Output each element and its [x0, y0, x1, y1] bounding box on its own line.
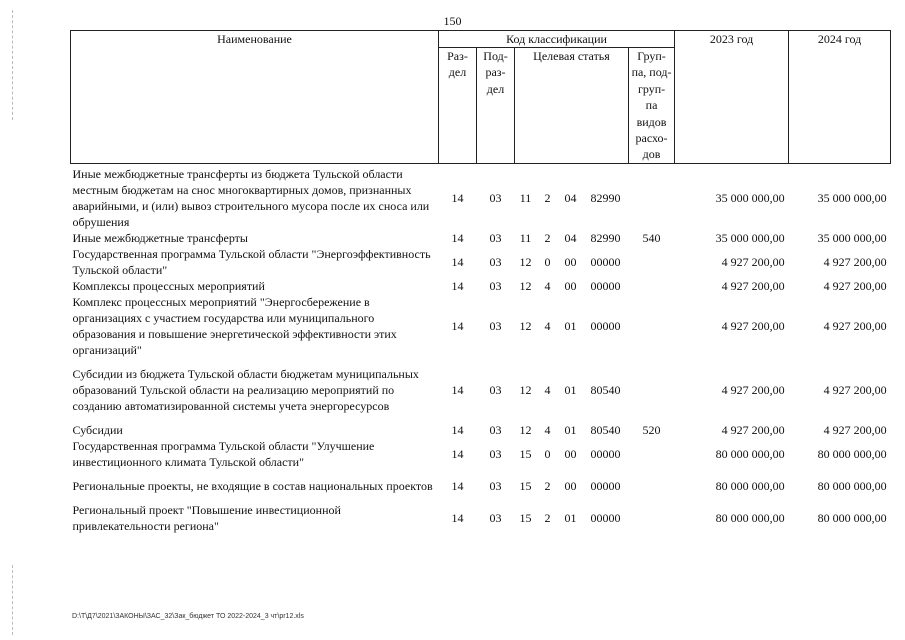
row-target-direction: 00000 [590, 279, 621, 293]
margin-mark-bottom [12, 565, 15, 635]
row-amount-2024: 80 000 000,00 [817, 479, 887, 493]
row-target-direction: 80540 [590, 383, 621, 397]
row-razdel: 14 [451, 191, 464, 205]
row-target-program: 12 [519, 279, 532, 293]
row-target-program: 15 [519, 479, 532, 493]
row-target-direction: 82990 [590, 231, 621, 245]
row-target-subprogram: 00 [564, 255, 577, 269]
row-target-subprogram: 01 [564, 319, 577, 333]
row-target-program: 12 [519, 319, 532, 333]
row-target-program: 11 [519, 191, 532, 205]
row-amount-2023: 4 927 200,00 [721, 423, 785, 437]
page-number: 150 [443, 14, 462, 28]
table-row [71, 246, 891, 278]
row-target-direction: 00000 [590, 447, 621, 461]
row-amount-2024: 35 000 000,00 [817, 191, 887, 205]
table-row [71, 470, 891, 502]
row-amount-2023: 4 927 200,00 [721, 319, 785, 333]
row-name: Региональные проекты, не входящие в состав национальных проектов [72, 479, 433, 493]
row-name: Государственная программа Тульской области "Энергоэффективность Тульской области" [72, 247, 431, 277]
row-amount-2024: 80 000 000,00 [817, 511, 887, 525]
row-amount-2023: 80 000 000,00 [715, 511, 785, 525]
row-name: Иные межбюджетные трансферты [72, 231, 248, 245]
row-target-subprogram: 01 [564, 423, 577, 437]
table-row [71, 438, 891, 470]
row-target-type: 2 [544, 479, 551, 493]
row-name: Комплексы процессных мероприятий [72, 279, 265, 293]
row-podrazdel: 03 [489, 479, 502, 493]
row-podrazdel: 03 [489, 383, 502, 397]
row-expense-group [629, 502, 675, 534]
row-name: Государственная программа Тульской области "Улучшение инвестиционного климата Тульской области" [72, 439, 375, 469]
table-row [71, 278, 891, 294]
row-expense-group [629, 164, 675, 231]
row-target-type: 0 [544, 447, 551, 461]
header-group-text: Груп- па, под- груп- па видов расхо- дов [631, 49, 672, 162]
row-razdel: 14 [451, 231, 464, 245]
row-target-subprogram: 00 [564, 479, 577, 493]
row-amount-2023: 80 000 000,00 [715, 447, 785, 461]
row-podrazdel: 03 [489, 279, 502, 293]
row-target-direction: 80540 [590, 423, 621, 437]
row-expense-group [629, 470, 675, 502]
row-target-subprogram: 00 [564, 279, 577, 293]
row-podrazdel: 03 [489, 511, 502, 525]
row-amount-2024: 35 000 000,00 [817, 231, 887, 245]
table-row [71, 358, 891, 422]
row-razdel: 14 [451, 255, 464, 269]
row-razdel: 14 [451, 447, 464, 461]
row-target-program: 12 [519, 255, 532, 269]
row-target-type: 2 [544, 231, 551, 245]
row-amount-2024: 4 927 200,00 [823, 319, 887, 333]
row-target-program: 11 [519, 231, 532, 245]
header-razdel-text: Раз- дел [447, 49, 468, 80]
row-amount-2024: 4 927 200,00 [823, 279, 887, 293]
budget-table [70, 30, 891, 534]
row-target-type: 2 [544, 511, 551, 525]
row-name: Комплекс процессных мероприятий "Энергосбережение в организациях с участием государства или муниципального образования и повышение энергетической эффективности этих организаций" [72, 295, 397, 357]
row-target-program: 15 [519, 447, 532, 461]
row-target-direction: 82990 [590, 191, 621, 205]
row-razdel: 14 [451, 279, 464, 293]
row-expense-group [629, 358, 675, 422]
row-target-direction: 00000 [590, 479, 621, 493]
table-row [71, 422, 891, 438]
row-target-subprogram: 01 [564, 511, 577, 525]
row-amount-2024: 80 000 000,00 [817, 447, 887, 461]
row-target-type: 4 [544, 383, 551, 397]
row-target-type: 4 [544, 423, 551, 437]
header-code-group: Код классификации [439, 31, 675, 48]
row-podrazdel: 03 [489, 423, 502, 437]
row-amount-2024: 4 927 200,00 [823, 255, 887, 269]
row-target-subprogram: 01 [564, 383, 577, 397]
row-target-subprogram: 04 [564, 231, 577, 245]
row-podrazdel: 03 [489, 191, 502, 205]
table-row [71, 502, 891, 534]
row-name: Региональный проект "Повышение инвестиционной привлекательности региона" [72, 503, 341, 533]
table-row [71, 164, 891, 231]
row-expense-group [629, 294, 675, 358]
footer-file-path: D:\Т\Д7\2021\ЗАКОНЫ\ЗАС_32\Зак_бюджет ТО 2022-2024_3 чт\pr12.xls [72, 613, 304, 620]
row-target-type: 0 [544, 255, 551, 269]
row-podrazdel: 03 [489, 231, 502, 245]
table-row [71, 230, 891, 246]
row-amount-2024: 4 927 200,00 [823, 423, 887, 437]
row-target-direction: 00000 [590, 319, 621, 333]
row-target-type: 4 [544, 319, 551, 333]
row-razdel: 14 [451, 479, 464, 493]
row-expense-group: 520 [642, 423, 661, 437]
row-target-direction: 00000 [590, 511, 621, 525]
header-year-2023: 2023 год [675, 31, 789, 164]
row-name: Субсидии из бюджета Тульской области бюджетам муниципальных образований Тульской области на реализацию мероприятий по созданию автоматизированной системы учета энергоресурсов [72, 367, 419, 413]
row-amount-2023: 4 927 200,00 [721, 383, 785, 397]
row-name: Субсидии [72, 423, 123, 437]
row-expense-group [629, 278, 675, 294]
row-expense-group [629, 438, 675, 470]
row-target-type: 2 [544, 191, 551, 205]
header-group [629, 48, 675, 164]
header-name: Наименование [71, 31, 439, 164]
table-row [71, 294, 891, 358]
row-podrazdel: 03 [489, 319, 502, 333]
row-target-program: 15 [519, 511, 532, 525]
row-name: Иные межбюджетные трансферты из бюджета Тульской области местным бюджетам на снос многоквартирных домов, признанных аварийными, и (или) вывоз строительного мусора после их сноса или обрушения [72, 167, 430, 229]
header-year-2024: 2024 год [789, 31, 891, 164]
row-target-direction: 00000 [590, 255, 621, 269]
row-target-subprogram: 00 [564, 447, 577, 461]
table-body [71, 164, 891, 535]
row-target-type: 4 [544, 279, 551, 293]
header-podrazdel-text: Под- раз- дел [483, 49, 508, 96]
row-amount-2023: 4 927 200,00 [721, 279, 785, 293]
row-razdel: 14 [451, 383, 464, 397]
row-amount-2023: 80 000 000,00 [715, 479, 785, 493]
row-amount-2024: 4 927 200,00 [823, 383, 887, 397]
row-amount-2023: 35 000 000,00 [715, 231, 785, 245]
row-razdel: 14 [451, 423, 464, 437]
row-razdel: 14 [451, 319, 464, 333]
row-target-subprogram: 04 [564, 191, 577, 205]
header-podrazdel [477, 48, 515, 164]
header-target: Целевая статья [515, 48, 629, 164]
row-razdel: 14 [451, 511, 464, 525]
row-target-program: 12 [519, 383, 532, 397]
row-amount-2023: 4 927 200,00 [721, 255, 785, 269]
row-expense-group: 540 [642, 231, 661, 245]
row-expense-group [629, 246, 675, 278]
row-podrazdel: 03 [489, 255, 502, 269]
row-target-program: 12 [519, 423, 532, 437]
row-amount-2023: 35 000 000,00 [715, 191, 785, 205]
header-razdel [439, 48, 477, 164]
row-podrazdel: 03 [489, 447, 502, 461]
